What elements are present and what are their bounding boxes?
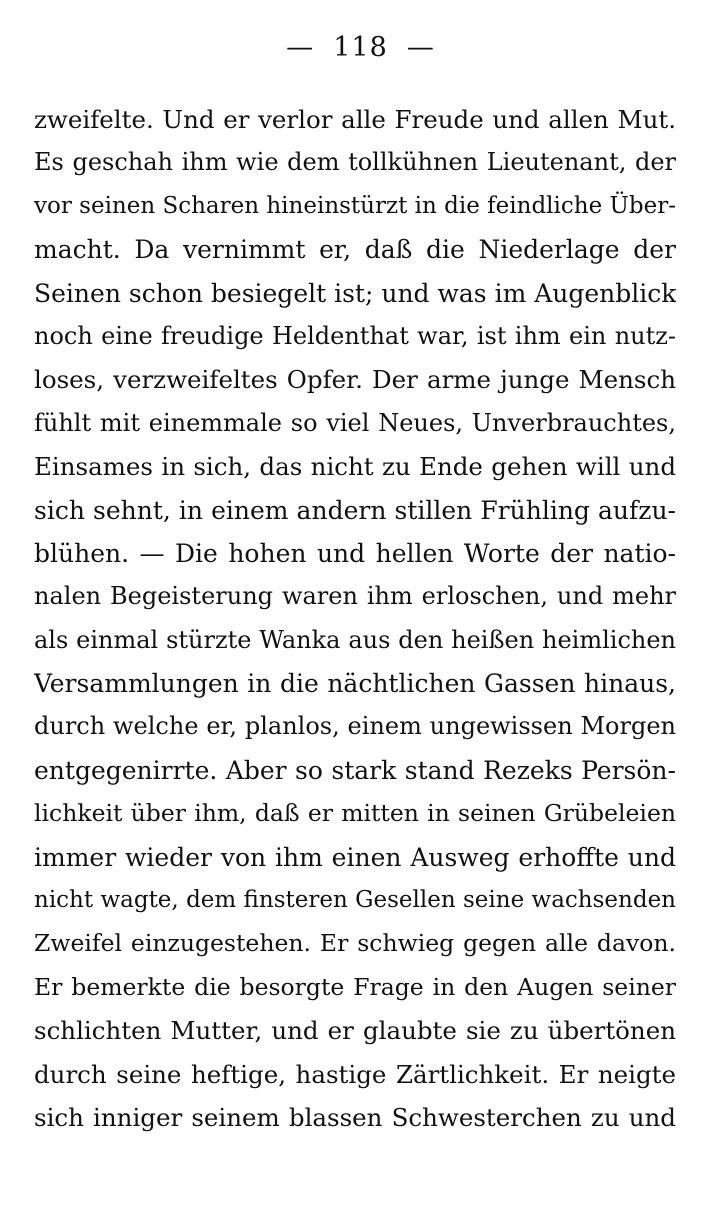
text-line: Seinen schon besiegelt ist; und was im Augenblick <box>34 278 676 308</box>
text-line: zweifelte. Und er verlor alle Freude und allen Mut. <box>34 105 676 134</box>
text-line: lichkeit über ihm, daß er mitten in seinen Grübeleien <box>34 799 676 828</box>
text-line: durch seine heftige, hastige Zärtlichkeit. Er neigte <box>34 1059 676 1089</box>
text-line: fühlt mit einemmale so viel Neues, Unverbrauchtes, <box>34 408 676 437</box>
text-line: sich sehnt, in einem andern stillen Frühling aufzu- <box>34 495 676 525</box>
text-line: Einsames in sich, das nicht zu Ende gehen will und <box>34 452 676 482</box>
text-line: immer wieder von ihm einen Ausweg erhoffte und <box>34 842 676 872</box>
text-line: vor seinen Scharen hineinstürzt in die feindliche Über- <box>34 192 676 219</box>
text-line: noch eine freudige Heldenthat war, ist ihm ein nutz- <box>34 321 676 350</box>
text-line: macht. Da vernimmt er, daß die Niederlage der <box>34 235 676 265</box>
text-line: blühen. — Die hohen und hellen Worte der natio- <box>34 538 676 568</box>
text-line: Es geschah ihm wie dem tollkühnen Lieutenant, der <box>34 148 676 177</box>
text-line: Zweifel einzugestehen. Er schwieg gegen alle davon. <box>34 929 676 958</box>
text-line: nalen Begeisterung waren ihm erloschen, und mehr <box>34 582 676 611</box>
text-line: sich inniger seinem blassen Schwesterchen zu und <box>34 1102 676 1132</box>
text-line: nicht wagte, dem finsteren Gesellen seine wachsenden <box>34 887 676 914</box>
text-line: durch welche er, planlos, einem ungewissen Morgen <box>34 712 676 741</box>
text-line: als einmal stürzte Wanka aus den heißen heimlichen <box>34 625 676 654</box>
body-text <box>34 98 676 1139</box>
text-line: Er bemerkte die besorgte Frage in den Augen seiner <box>34 972 676 1001</box>
page-number-header: — 118 — <box>286 32 435 63</box>
text-line: Versammlungen in die nächtlichen Gassen hinaus, <box>34 669 676 699</box>
text-line: schlichten Mutter, und er glaubte sie zu übertönen <box>34 1016 676 1046</box>
text-line: entgegenirrte. Aber so stark stand Rezeks Persön- <box>34 755 676 785</box>
text-line: loses, verzweifeltes Opfer. Der arme junge Mensch <box>34 365 676 395</box>
